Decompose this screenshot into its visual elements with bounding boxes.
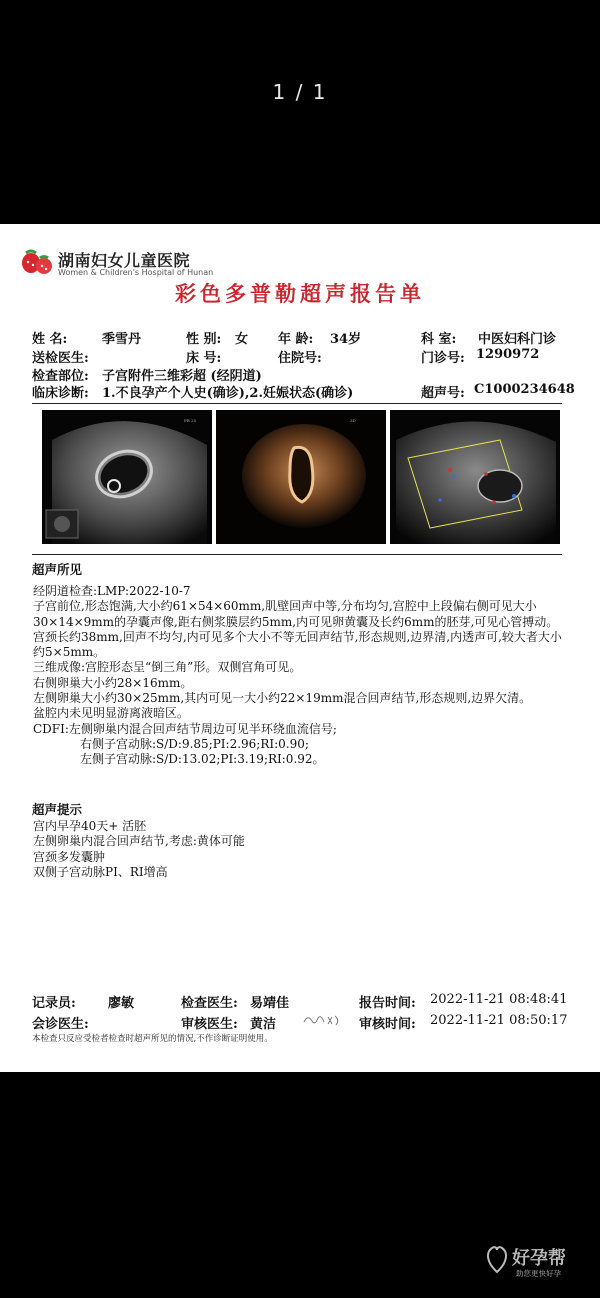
svg-text:3D: 3D xyxy=(350,418,356,423)
findings-line: 左侧子宫动脉:S/D:13.02;PI:3.19;RI:0.92。 xyxy=(80,752,325,767)
exam-doctor-label: 检查医生: xyxy=(181,996,238,1011)
department: 中医妇科门诊 xyxy=(478,332,557,347)
recorder-label: 记录员: xyxy=(32,996,76,1011)
sex-label: 性 别: xyxy=(186,332,222,347)
exam-site: 子宫附件三维彩超 (经阴道) xyxy=(102,369,262,384)
report-document xyxy=(0,224,600,1072)
hospital-name-en: Women & Children's Hospital of Hunan xyxy=(58,268,214,277)
findings-title: 超声所见 xyxy=(32,562,83,577)
disclaimer: 本检查只反应受检者检查时超声所见的情况,不作诊断证明使用。 xyxy=(32,1034,273,1044)
impression-line: 宫颈多发囊肿 xyxy=(33,849,106,864)
ultrasound-image-doppler xyxy=(390,410,560,544)
consult-doctor-label: 会诊医生: xyxy=(32,1017,89,1032)
review-time: 2022-11-21 08:50:17 xyxy=(430,1013,568,1028)
reviewer-label: 审核医生: xyxy=(181,1017,238,1032)
findings-line: CDFI:左侧卵巢内混合回声结节周边可见半环绕血流信号; xyxy=(33,721,337,736)
report-time-label: 报告时间: xyxy=(359,996,416,1011)
findings-line: 盆腔内未见明显游离液暗区。 xyxy=(33,706,190,721)
impression-line: 宫内早孕40天+ 活胚 xyxy=(33,819,147,833)
findings-line: 左侧卵巢大小约30×25mm,其内可见一大小约22×19mm混合回声结节,形态规则,边界欠清。 xyxy=(33,691,532,706)
impressions-text xyxy=(33,819,573,880)
impressions-title: 超声提示 xyxy=(32,802,83,817)
report-title: 彩色多普勒超声报告单 xyxy=(175,281,425,306)
svg-text:FR 25: FR 25 xyxy=(184,418,197,423)
us-number: C1000234648 xyxy=(474,382,575,397)
watermark-slogan: 助您更快好孕 xyxy=(516,1269,561,1278)
findings-text xyxy=(33,584,573,768)
outpatient-number: 1290972 xyxy=(476,347,540,362)
images-divider xyxy=(32,554,562,555)
findings-line: 经阴道检查:LMP:2022-10-7 xyxy=(33,584,191,598)
handwritten-signature-icon xyxy=(302,1012,342,1028)
clinical-diagnosis: 1.不良孕产个人史(确诊),2.妊娠状态(确诊) xyxy=(102,386,354,401)
exam-doctor: 易靖佳 xyxy=(250,996,290,1011)
outpatient-label: 门诊号: xyxy=(421,351,465,366)
referrer-label: 送检医生: xyxy=(32,351,89,366)
exam-label: 检查部位: xyxy=(32,369,89,384)
ultrasound-3d-graphic xyxy=(216,410,386,544)
watermark-name: 好孕帮 xyxy=(512,1248,566,1269)
reviewer: 黄洁 xyxy=(250,1017,277,1032)
diagnosis-label: 临床诊断: xyxy=(32,386,89,401)
recorder: 廖敏 xyxy=(108,996,135,1011)
findings-line: 右侧卵巢大小约28×16mm。 xyxy=(33,675,193,690)
strawberry-logo-icon xyxy=(20,248,54,276)
impression-line: 左侧卵巢内混合回声结节,考虑:黄体可能 xyxy=(33,834,245,849)
report-time: 2022-11-21 08:48:41 xyxy=(430,992,568,1007)
header-divider xyxy=(32,403,562,404)
patient-sex: 女 xyxy=(235,332,249,347)
findings-line: 三维成像:宫腔形态呈“倒三角”形。双侧宫角可见。 xyxy=(33,660,302,675)
ultrasound-image-3d xyxy=(216,410,386,544)
hospital-name-cn: 湖南妇女儿童医院 xyxy=(58,251,191,270)
app-watermark xyxy=(488,1236,588,1284)
pregnancy-heart-icon xyxy=(484,1242,510,1274)
page-indicator: 1 / 1 xyxy=(272,80,328,104)
impression-line: 双侧子宫动脉PI、RI增高 xyxy=(33,864,168,879)
ultrasound-2d-graphic xyxy=(42,410,212,544)
review-time-label: 审核时间: xyxy=(359,1017,416,1032)
name-label: 姓 名: xyxy=(32,332,68,347)
us-number-label: 超声号: xyxy=(421,386,465,401)
ultrasound-image-2d xyxy=(42,410,212,544)
inpatient-label: 住院号: xyxy=(278,351,322,366)
age-label: 年 龄: xyxy=(278,332,314,347)
findings-line: 子宫前位,形态饱满,大小约61×54×60mm,肌壁回声中等,分布均匀,宫腔中上段偏右侧可见大小30×14×9mm的孕囊声像,距右侧浆膜层约5mm,内可见卵黄囊及长约6mm的胚芽,可见心管搏动。 xyxy=(33,599,559,629)
findings-line: 右侧子宫动脉:S/D:9.85;PI:2.96;RI:0.90; xyxy=(80,736,309,751)
bed-label: 床 号: xyxy=(186,351,222,366)
findings-line: 宫颈长约38mm,回声不均匀,内可见多个大小不等无回声结节,形态规则,边界清,内透声可,较大者大小约5×5mm。 xyxy=(33,629,562,660)
dept-label: 科 室: xyxy=(421,332,457,347)
ultrasound-doppler-graphic xyxy=(390,410,560,544)
patient-name: 季雪丹 xyxy=(102,332,142,347)
patient-age: 34岁 xyxy=(330,332,362,347)
